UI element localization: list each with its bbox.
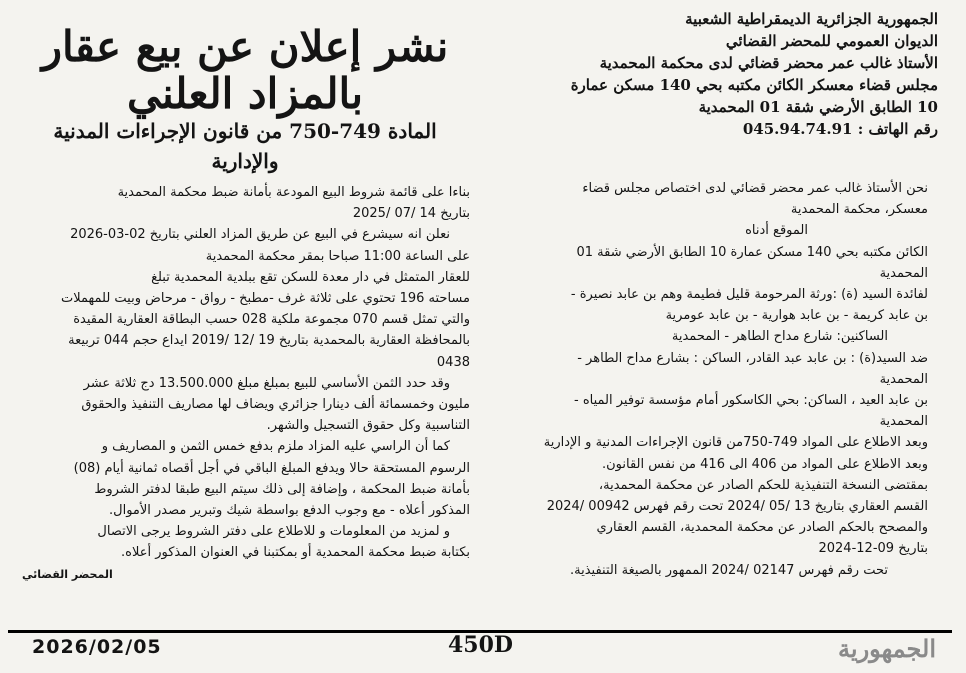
body-line: والتي تمثل قسم 070 مجموعة ملكية 028 حسب البطاقة العقارية المقيدة (73, 312, 470, 328)
body-line: مساحته 196 تحتوي على ثلاثة غرف -مطبخ - رواق - مرحاض وبيت للمهملات (61, 291, 470, 307)
announcement-title (30, 24, 460, 176)
body-line: كما أن الراسي عليه المزاد ملزم بدفع خمس الثمن و المصاريف و (101, 439, 450, 455)
left-column (22, 182, 470, 585)
body-line: المحمدية (879, 371, 928, 387)
body-line: بن عابد كريمة - بن عابد هوارية - بن عابد عومرية (665, 308, 928, 324)
body-line: المحمدية (879, 414, 928, 430)
right-column (490, 178, 928, 581)
header-line: رقم الهاتف : 045.94.74.91 (742, 120, 938, 138)
title-line-2: بالمزاد العلني (126, 69, 364, 118)
body-line: وقد حدد الثمن الأساسي للبيع بمبلغ مبلغ 13.500.000 دج ثلاثة عشر (83, 375, 450, 391)
body-line: نعلن انه سيشرع في البيع عن طريق المزاد العلني بتاريخ 02-03-2026 (70, 227, 450, 243)
body-line: المذكور أعلاه - مع وجوب الدفع بواسطة شيك وتبرير مصدر الأموال. (109, 503, 470, 519)
body-line: الرسوم المستحقة حالا ويدفع المبلغ الباقي في أجل أقصاه ثمانية أيام (08) (73, 460, 470, 476)
body-line: بناءا على قائمة شروط البيع المودعة بأمانة ضبط محكمة المحمدية (117, 185, 470, 200)
newspaper-brand: الجمهورية (838, 634, 936, 663)
body-line: 0438 (436, 354, 470, 370)
body-line: والمصحح بالحكم الصادر عن محكمة المحمدية، القسم العقاري (596, 520, 928, 536)
header-line: الجمهورية الجزائرية الديمقراطية الشعبية (685, 10, 938, 28)
body-line: ضد السيد(ة) : بن عابد عبد القادر، الساكن : بشارع مداح الطاهر - (577, 350, 928, 366)
issuer-header (518, 8, 938, 140)
body-line: مليون وخمسمائة ألف دينارا جزائري ويضاف لها مصاريف التنفيذ والحقوق (81, 397, 470, 413)
body-line: القسم العقاري بتاريخ 13 /05 /2024 تحت رقم فهرس 00942 /2024 (546, 499, 928, 515)
body-line: الساكنين: شارع مداح الطاهر - المحمدية (671, 329, 888, 345)
body-line: معسكر، محكمة المحمدية (790, 202, 928, 218)
header-line: الديوان العمومي للمحضر القضائي (725, 32, 938, 50)
body-line: المحمدية (879, 265, 928, 281)
body-line: بكتابة ضبط محكمة المحمدية أو بمكتبنا في العنوان المذكور أعلاه. (121, 545, 470, 561)
body-line: لفائدة السيد (ة) :ورثة المرحومة قليل فطيمة وهم بن عابد نصيرة - (570, 287, 928, 303)
header-line: مجلس قضاء معسكر الكائن مكتبه بحي 140 مسكن عمارة (570, 76, 938, 94)
header-line: 10 الطابق الأرضي شقة 01 المحمدية (698, 98, 938, 116)
body-line: الموقع أدناه (745, 223, 808, 239)
body-line: بتاريخ 14 /07 /2025 (352, 206, 470, 222)
publication-date: 2026/02/05 (32, 636, 162, 658)
header-line: الأستاذ غالب عمر محضر قضائي لدى محكمة المحمدية (599, 54, 938, 72)
body-line: وبعد الاطلاع على المواد من 406 الى 416 من نفس القانون. (602, 456, 928, 472)
title-line-1: نشر إعلان عن بيع عقار (41, 22, 449, 71)
body-line: بن عابد العيد ، الساكن: بحي الكاسكور أمام مؤسسة توفير المياه - (574, 393, 928, 409)
signature-label: المحضر القضائي (22, 567, 113, 581)
body-line: التناسبية وكل حقوق التسجيل والشهر. (266, 418, 470, 434)
body-line: بالمحافظة العقارية بالمحمدية بتاريخ 19 /12 /2019 ايداع حجم 044 تربيعة (68, 333, 470, 349)
body-line: للعقار المتمثل في دار معدة للسكن تقع ببلدية المحمدية تبلغ (151, 269, 470, 285)
body-line: على الساعة 11:00 صباحا بمقر محكمة المحمدية (205, 248, 470, 264)
body-line: و لمزيد من المعلومات و للاطلاع على دفتر الشروط يرجى الاتصال (97, 524, 450, 540)
body-line: نحن الأستاذ غالب عمر محضر قضائي لدى اختصاص مجلس قضاء (582, 181, 928, 196)
body-line: بأمانة ضبط المحكمة ، وإضافة إلى ذلك سيتم البيع طبقا لدفتر الشروط (94, 481, 470, 497)
body-line: بمقتضى النسخة التنفيذية للحكم الصادر عن محكمة المحمدية، (598, 477, 928, 493)
ad-reference: 450D (448, 632, 514, 658)
body-line: بتاريخ 09-12-2024 (818, 541, 928, 557)
body-line: وبعد الاطلاع على المواد 749-750من قانون الإجراءات المدنية و الإدارية (543, 435, 928, 451)
body-line: تحت رقم فهرس 02147 /2024 الممهور بالصيغة التنفيذية. (570, 562, 888, 578)
title-line-3: المادة 749-750 من قانون الإجراءات المدنية والإدارية (53, 119, 437, 173)
body-line: الكائن مكتبه بحي 140 مسكن عمارة 10 الطابق الأرضي شقة 01 (576, 244, 928, 260)
